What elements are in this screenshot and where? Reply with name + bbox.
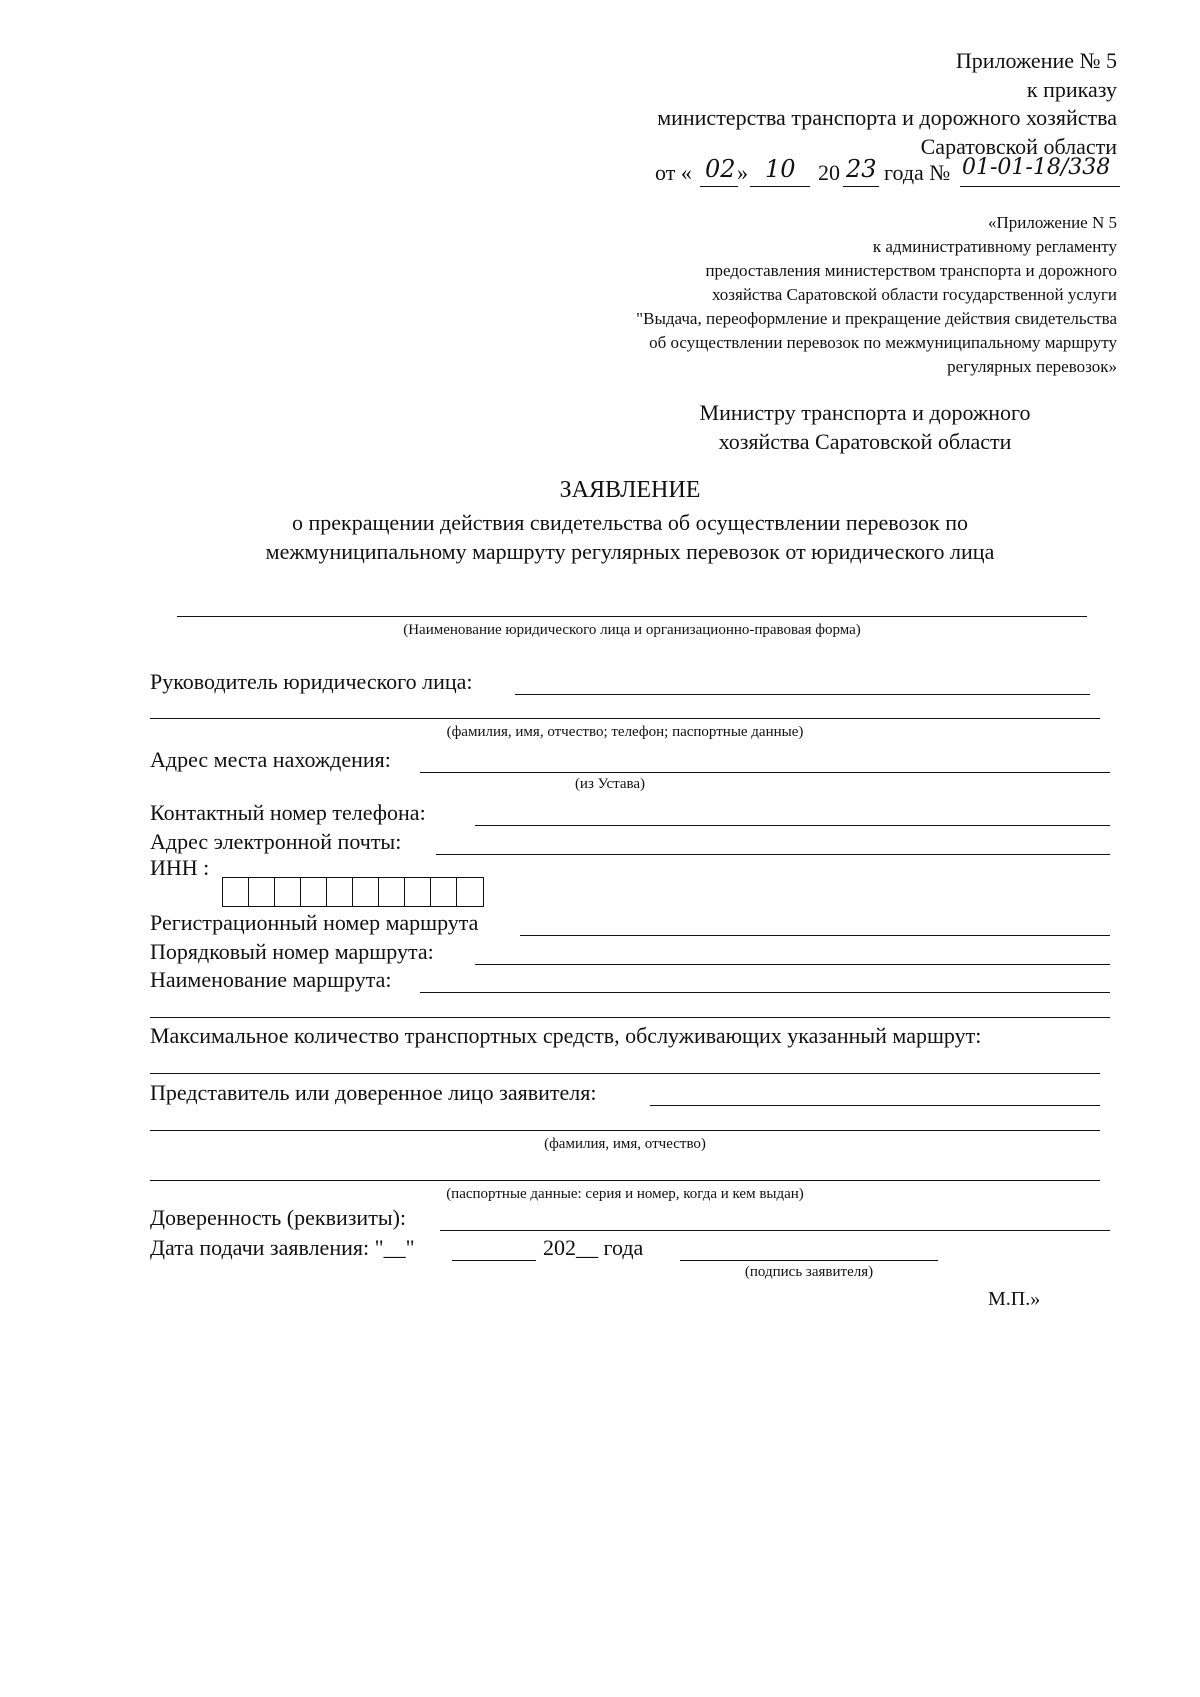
reglament-line3: предоставления министерством транспорта и дорожного [705,261,1117,280]
representative-fio-line [150,1130,1100,1131]
inn-cell[interactable] [223,878,249,906]
reglament-line7: регулярных перевозок» [947,357,1117,376]
inn-cell[interactable] [379,878,405,906]
reg-number-line [520,935,1110,936]
address-line [420,772,1110,773]
address-caption: (из Устава) [574,776,646,792]
address-label: Адрес места нахождения: [150,747,391,772]
reglament-line4: хозяйства Саратовской области государственной услуги [711,285,1117,304]
inn-cell[interactable] [405,878,431,906]
order-number-label: года № [884,160,951,185]
phone-label: Контактный номер телефона: [150,800,426,825]
document-title: ЗАЯВЛЕНИЕ [559,477,701,503]
head-caption: (фамилия, имя, отчество; телефон; паспортные данные) [446,724,804,740]
inn-cells[interactable] [222,877,484,907]
order-appendix-number: Приложение № 5 [955,48,1117,73]
power-of-attorney-line [440,1230,1110,1231]
date-month-handwritten: 10 [765,155,796,183]
reglament-appendix: «Приложение N 5 [987,213,1117,232]
addressee-line2: хозяйства Саратовской области [718,429,1012,454]
inn-cell[interactable] [327,878,353,906]
inn-cell[interactable] [301,878,327,906]
date-day-handwritten: 02 [705,155,736,183]
application-year: 202__ года [543,1235,644,1260]
org-name-line [177,616,1087,617]
fio-caption: (фамилия, имя, отчество) [544,1136,706,1152]
head-details-line [150,718,1100,719]
representative-label: Представитель или доверенное лицо заявителя: [150,1080,597,1105]
signature-caption: (подпись заявителя) [744,1264,874,1280]
reglament-line5: "Выдача, переоформление и прекращение действия свидетельства [636,309,1117,328]
order-to-decree: к приказу [1026,77,1117,102]
inn-cell[interactable] [457,878,483,906]
route-name-line [420,992,1110,993]
order-region: Саратовской области [920,134,1117,159]
seq-number-label: Порядковый номер маршрута: [150,939,434,964]
phone-line [475,825,1110,826]
date-prefix: от « [655,160,692,185]
reglament-line6: об осуществлении перевозок по межмуниципальному маршруту [649,333,1117,352]
seq-number-line [475,964,1110,965]
order-ministry: министерства транспорта и дорожного хозяйства [657,105,1117,130]
reg-number-label: Регистрационный номер маршрута [150,910,479,935]
document-subtitle-line1: о прекращении действия свидетельства об осуществлении перевозок по [292,510,968,535]
inn-cell[interactable] [353,878,379,906]
max-vehicles-line [150,1073,1100,1074]
max-vehicles-label: Максимальное количество транспортных средств, обслуживающих указанный маршрут: [150,1023,982,1048]
application-date-label: Дата подачи заявления: "__" [150,1235,415,1260]
addressee-line1: Министру транспорта и дорожного [699,400,1031,425]
stamp-place: М.П.» [988,1288,1041,1310]
head-line [515,694,1090,695]
inn-cell[interactable] [431,878,457,906]
email-label: Адрес электронной почты: [150,829,402,854]
representative-line [650,1105,1100,1106]
inn-cell[interactable] [249,878,275,906]
head-label: Руководитель юридического лица: [150,669,473,694]
org-name-caption: (Наименование юридического лица и организационно-правовая форма) [403,622,861,638]
power-of-attorney-label: Доверенность (реквизиты): [150,1205,407,1230]
order-number-handwritten: 01-01-18/338 [962,155,1111,180]
email-line [436,854,1110,855]
signature-line [680,1260,938,1261]
route-name-label: Наименование маршрута: [150,967,392,992]
route-name-line2 [150,1017,1110,1018]
inn-cell[interactable] [275,878,301,906]
passport-caption: (паспортные данные: серия и номер, когда и кем выдан) [446,1186,804,1202]
inn-label: ИНН : [150,855,210,880]
date-year-prefix: 20 [818,160,840,185]
date-year-handwritten: 23 [846,155,877,183]
document-subtitle-line2: межмуниципальному маршруту регулярных перевозок от юридического лица [265,539,995,564]
date-sep: » [737,160,748,185]
application-month-line [452,1260,536,1261]
reglament-line2: к административному регламенту [872,237,1117,256]
passport-line [150,1180,1100,1181]
